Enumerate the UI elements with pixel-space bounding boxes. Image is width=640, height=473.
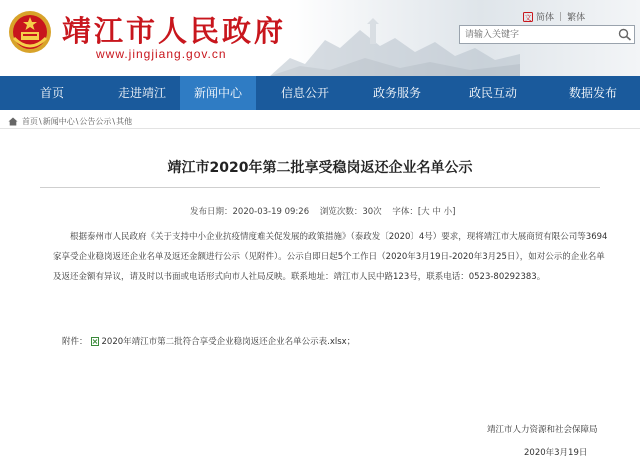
font-size-close: ] [452, 207, 456, 217]
site-url: www.jingjiang.gov.cn [96, 47, 227, 61]
article-meta [190, 205, 455, 217]
search-icon[interactable] [618, 28, 632, 41]
breadcrumb-other[interactable]: 其他 [116, 117, 133, 126]
breadcrumb-news[interactable]: 新闻中心 [42, 117, 75, 126]
search-input[interactable] [460, 26, 610, 43]
search-box [459, 25, 635, 44]
nav-item-news[interactable]: 新闻中心 [180, 76, 256, 110]
language-icon [523, 12, 533, 22]
attachment-row [62, 335, 355, 347]
svg-text:文: 文 [524, 13, 532, 22]
nav-item-services[interactable]: 政务服务 [372, 86, 421, 100]
lang-traditional-link[interactable]: 繁体 [567, 13, 586, 23]
breadcrumb [8, 116, 132, 127]
nav-item-data[interactable]: 数据发布 [568, 86, 617, 100]
font-size-small-button[interactable]: 小 [443, 207, 453, 217]
main-nav [0, 76, 640, 110]
national-emblem-icon [8, 10, 52, 54]
attachment-link[interactable]: 2020年靖江市第二批符合享受企业稳岗返还企业名单公示表.xlsx； [101, 337, 356, 347]
article-paragraph: 根据泰州市人民政府《关于支持中小企业抗疫情度难关促发展的政策措施》（泰政发〔2020〕4号）要求，现将靖江市大展商贸有限公司等3694家享受企业稳岗返还企业名单及返还金额进行公示（见附件）。公示自即日起5个工作日（2020年3月19日-2020年3月25日），如对公示的企业名单及返还金额有异议，请及时以书面或电话形式向市人社局反映。联系地址：靖江市人民中路123号，联系电话：0523-80292383。 [53, 232, 608, 282]
breadcrumb-separator: \ [39, 117, 42, 126]
signature-date: 2020年3月19日 [524, 448, 588, 458]
attachment-label: 附件： [62, 337, 88, 347]
site-title[interactable]: 靖江市人民政府 [62, 14, 287, 48]
breadcrumb-separator: \ [112, 117, 116, 126]
breadcrumb-separator: \ [75, 117, 79, 126]
excel-file-icon [91, 337, 99, 346]
breadcrumb-home[interactable]: 首页 [22, 117, 38, 126]
font-size-label: 字体：[ [392, 207, 422, 217]
breadcrumb-notice[interactable]: 公告公示 [79, 117, 112, 126]
title-divider [40, 187, 600, 188]
signature-organization: 靖江市人力资源和社会保障局 [487, 425, 598, 435]
nav-item-about[interactable]: 走进靖江 [117, 86, 166, 100]
font-size-large-button[interactable]: 大 [421, 207, 430, 217]
lang-simplified-link[interactable]: 简体 [536, 13, 555, 23]
language-switch [523, 10, 585, 23]
publish-date: 发布日期：2020-03-19 09:26 [190, 207, 310, 217]
lang-separator: | [559, 11, 563, 22]
nav-item-interaction[interactable]: 政民互动 [468, 86, 517, 100]
nav-item-home[interactable]: 首页 [39, 86, 64, 100]
font-size-controls [392, 207, 455, 217]
breadcrumb-divider [0, 128, 640, 129]
article-body [53, 227, 613, 287]
view-count: 浏览次数：30次 [319, 207, 382, 217]
home-icon [8, 117, 18, 126]
article-title: 靖江市2020年第二批享受稳岗返还企业名单公示 [167, 160, 473, 176]
nav-item-info[interactable]: 信息公开 [280, 86, 329, 100]
font-size-medium-button[interactable]: 中 [432, 207, 441, 217]
site-header [0, 0, 640, 76]
